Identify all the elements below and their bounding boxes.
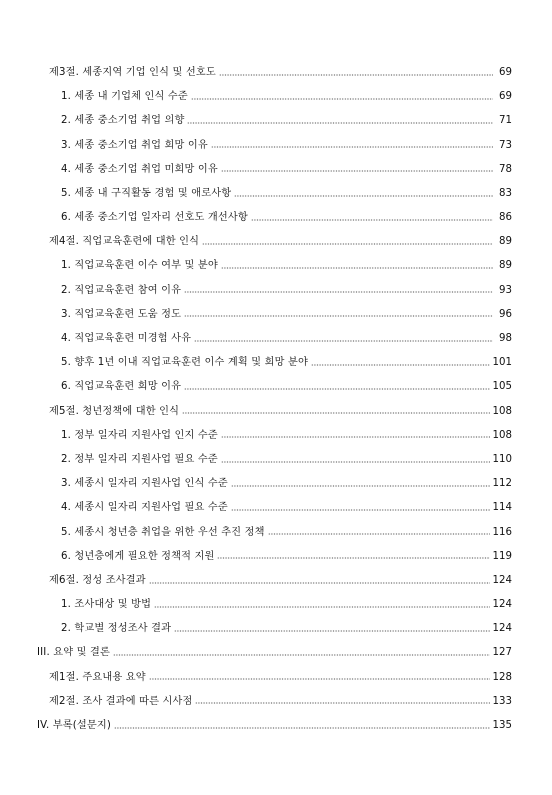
toc-entry-page-number: 108	[492, 429, 512, 441]
toc-entry-page-number: 133	[492, 695, 512, 707]
toc-entry[interactable]	[0, 521, 552, 545]
dot-leader	[221, 267, 493, 269]
dot-leader	[221, 461, 490, 463]
toc-entry-title: 4. 세종 중소기업 취업 미희망 이유	[61, 163, 218, 175]
toc-entry[interactable]	[0, 569, 552, 593]
toc-entry-page-number: 101	[492, 357, 512, 369]
toc-entry-page-number: 73	[499, 139, 512, 151]
toc-entry-title: 제6절. 정성 조사결과	[49, 574, 146, 586]
dot-leader	[149, 678, 490, 680]
toc-entry[interactable]	[0, 666, 552, 690]
toc-entry-title: 1. 조사대상 및 방법	[61, 599, 152, 611]
toc-entry-page-number: 114	[492, 502, 512, 514]
toc-entry-page-number: 124	[492, 623, 512, 635]
toc-entry-page-number: 124	[492, 599, 512, 611]
dot-leader	[221, 170, 493, 172]
toc-entry[interactable]	[0, 690, 552, 714]
toc-entry[interactable]	[0, 230, 552, 254]
toc-entry-page-number: 98	[499, 333, 512, 345]
toc-entry[interactable]	[0, 496, 552, 520]
toc-entry[interactable]	[0, 158, 552, 182]
toc-entry[interactable]	[0, 206, 552, 230]
toc-entry-title: 제2절. 조사 결과에 따른 시사점	[49, 695, 193, 707]
toc-entry-page-number: 78	[499, 163, 512, 175]
dot-leader	[184, 388, 489, 390]
toc-entry-title: 2. 직업교육훈련 참여 이유	[61, 284, 182, 296]
toc-entry-page-number: 69	[499, 66, 512, 78]
toc-entry-title: 6. 청년층에게 필요한 정책적 지원	[61, 550, 215, 562]
toc-entry[interactable]	[0, 545, 552, 569]
dot-leader	[231, 509, 490, 511]
toc-entry[interactable]	[0, 351, 552, 375]
toc-entry-page-number: 89	[499, 260, 512, 272]
toc-entry-title: 제5절. 청년정책에 대한 인식	[49, 405, 180, 417]
dot-leader	[187, 122, 493, 124]
toc-entry-title: 1. 세종 내 기업체 인식 수준	[61, 91, 188, 103]
toc-entry[interactable]	[0, 182, 552, 206]
toc-entry-page-number: 83	[499, 187, 512, 199]
toc-entry-page-number: 89	[499, 236, 512, 248]
toc-entry[interactable]	[0, 400, 552, 424]
toc-entry-page-number: 93	[499, 284, 512, 296]
toc-entry[interactable]	[0, 134, 552, 158]
toc-entry[interactable]	[0, 327, 552, 351]
toc-entry-page-number: 119	[492, 550, 512, 562]
dot-leader	[311, 364, 490, 366]
toc-entry-title: 4. 직업교육훈련 미경험 사유	[61, 333, 192, 345]
dot-leader	[191, 98, 493, 100]
toc-entry-page-number: 124	[492, 574, 512, 586]
dot-leader	[268, 533, 490, 535]
dot-leader	[202, 243, 493, 245]
toc-entry[interactable]	[0, 424, 552, 448]
toc-entry[interactable]	[0, 714, 552, 738]
toc-entry[interactable]	[0, 85, 552, 109]
toc-entry-page-number: 112	[492, 478, 512, 490]
table-of-contents	[0, 61, 552, 738]
toc-entry-title: 6. 세종 중소기업 일자리 선호도 개선사항	[61, 212, 248, 224]
toc-entry[interactable]	[0, 109, 552, 133]
toc-entry-title: 제3절. 세종지역 기업 인식 및 선호도	[49, 66, 216, 78]
toc-entry-title: 제4절. 직업교육훈련에 대한 인식	[49, 236, 200, 248]
toc-entry-page-number: 116	[492, 526, 512, 538]
toc-entry[interactable]	[0, 61, 552, 85]
toc-entry-title: 4. 세종시 일자리 지원사업 필요 수준	[61, 502, 228, 514]
toc-entry[interactable]	[0, 255, 552, 279]
dot-leader	[251, 219, 493, 221]
toc-entry[interactable]	[0, 472, 552, 496]
toc-entry-title: 5. 세종 내 구직활동 경험 및 애로사항	[61, 187, 232, 199]
dot-leader	[182, 412, 489, 414]
toc-entry-page-number: 69	[499, 91, 512, 103]
toc-entry[interactable]	[0, 593, 552, 617]
toc-entry-page-number: 127	[492, 647, 512, 659]
toc-entry-title: 1. 직업교육훈련 이수 여부 및 분야	[61, 260, 218, 272]
toc-entry-title: III. 요약 및 결론	[37, 647, 110, 659]
toc-entry[interactable]	[0, 642, 552, 666]
dot-leader	[114, 727, 490, 729]
dot-leader	[194, 340, 493, 342]
toc-entry-title: 2. 학교별 정성조사 결과	[61, 623, 172, 635]
toc-entry-page-number: 96	[499, 308, 512, 320]
toc-entry-title: 3. 직업교육훈련 도움 정도	[61, 308, 182, 320]
toc-entry[interactable]	[0, 303, 552, 327]
toc-entry-title: 6. 직업교육훈련 희망 이유	[61, 381, 182, 393]
dot-leader	[195, 702, 489, 704]
dot-leader	[234, 195, 493, 197]
toc-entry-title: 2. 정부 일자리 지원사업 필요 수준	[61, 453, 218, 465]
toc-entry-page-number: 71	[499, 115, 512, 127]
dot-leader	[149, 582, 490, 584]
toc-entry[interactable]	[0, 617, 552, 641]
toc-entry-title: 5. 세종시 청년층 취업을 위한 우선 추진 정책	[61, 526, 265, 538]
toc-entry-page-number: 135	[492, 720, 512, 732]
toc-entry-title: 3. 세종 중소기업 취업 희망 이유	[61, 139, 208, 151]
toc-entry-title: 5. 향후 1년 이내 직업교육훈련 이수 계획 및 희망 분야	[61, 357, 308, 369]
dot-leader	[211, 146, 493, 148]
toc-entry-title: 제1절. 주요내용 요약	[49, 671, 146, 683]
toc-entry-page-number: 108	[492, 405, 512, 417]
dot-leader	[113, 654, 490, 656]
toc-entry-page-number: 110	[492, 453, 512, 465]
dot-leader	[184, 291, 493, 293]
toc-entry-page-number: 86	[499, 212, 512, 224]
dot-leader	[217, 557, 489, 559]
toc-entry-title: 1. 정부 일자리 지원사업 인지 수준	[61, 429, 218, 441]
toc-entry-page-number: 105	[492, 381, 512, 393]
toc-entry-title: IV. 부록(설문지)	[37, 720, 111, 732]
dot-leader	[154, 606, 489, 608]
toc-entry-title: 3. 세종시 일자리 지원사업 인식 수준	[61, 478, 228, 490]
dot-leader	[174, 630, 489, 632]
toc-entry-title: 2. 세종 중소기업 취업 의향	[61, 115, 185, 127]
toc-entry-page-number: 128	[492, 671, 512, 683]
toc-entry[interactable]	[0, 448, 552, 472]
toc-entry[interactable]	[0, 279, 552, 303]
dot-leader	[219, 74, 493, 76]
dot-leader	[221, 436, 490, 438]
toc-entry[interactable]	[0, 375, 552, 399]
dot-leader	[231, 485, 490, 487]
dot-leader	[184, 315, 493, 317]
